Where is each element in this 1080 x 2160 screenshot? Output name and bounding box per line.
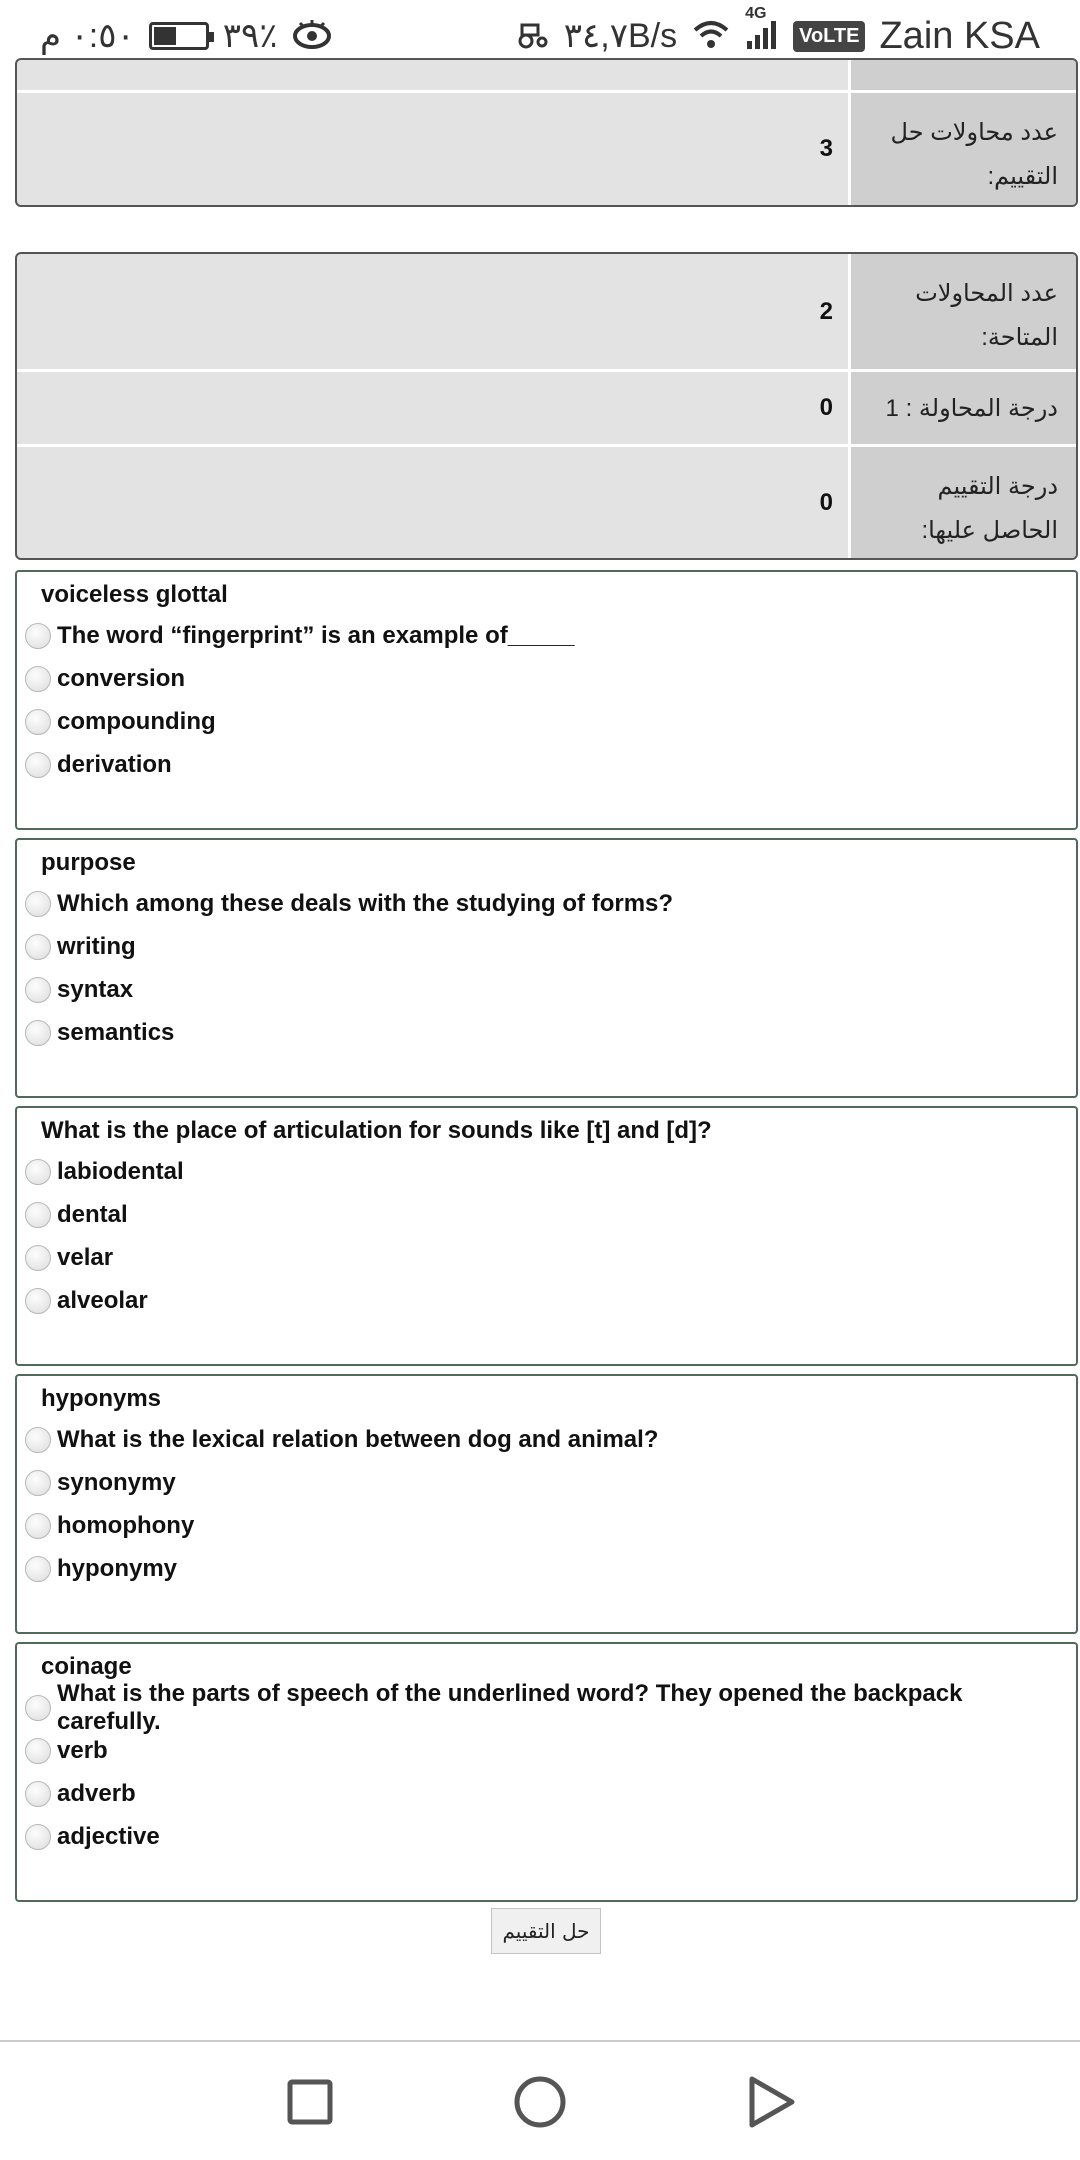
table-row: [17, 369, 1076, 444]
question-card: [15, 1374, 1078, 1634]
answer-option[interactable]: [25, 743, 1068, 786]
status-left: [40, 16, 332, 56]
question-prompt: [25, 882, 1068, 925]
info-label: درجة المحاولة : 1: [848, 372, 1076, 444]
answer-option[interactable]: [25, 1011, 1068, 1054]
option-label: homophony: [57, 1511, 195, 1539]
answer-option[interactable]: [25, 1547, 1068, 1590]
option-label: labiodental: [57, 1157, 184, 1185]
radio-button[interactable]: [25, 891, 51, 917]
carrier-name: Zain KSA: [879, 14, 1040, 57]
radio-button[interactable]: [25, 1695, 51, 1721]
info-value: 0: [819, 489, 833, 516]
option-label: writing: [57, 932, 136, 960]
info-value: 0: [819, 394, 833, 421]
radio-button[interactable]: [25, 1470, 51, 1496]
table-row: [17, 444, 1076, 559]
question-prompt: [25, 1679, 1068, 1735]
clock: ٠:٥٠ م: [40, 17, 135, 55]
option-label: alveolar: [57, 1286, 148, 1314]
recents-icon[interactable]: [280, 2072, 340, 2132]
prompt-text: What is the parts of speech of the underlined word? They opened the backpack carefully.: [57, 1679, 963, 1735]
answer-option[interactable]: [25, 968, 1068, 1011]
table-row-clipped: [17, 60, 1076, 90]
info-label: درجة التقييم الحاصل عليها:: [848, 447, 1076, 559]
table-row: [17, 90, 1076, 205]
option-label: syntax: [57, 975, 134, 1003]
info-value: 3: [819, 135, 833, 162]
prompt-text: The word “fingerprint” is an example of_____: [57, 621, 575, 649]
radio-button[interactable]: [25, 1781, 51, 1807]
back-icon[interactable]: [740, 2072, 800, 2132]
table-row: [17, 254, 1076, 369]
question-prompt: [25, 1418, 1068, 1461]
radio-button[interactable]: [25, 623, 51, 649]
question-card: [15, 838, 1078, 1098]
radio-button[interactable]: [25, 1738, 51, 1764]
answer-option[interactable]: [25, 1815, 1068, 1858]
status-right: [516, 4, 1040, 58]
radio-button[interactable]: [25, 977, 51, 1003]
radio-button[interactable]: [25, 752, 51, 778]
wifi-icon: [691, 18, 731, 55]
option-label: synonymy: [57, 1468, 176, 1496]
volte-badge: VoLTE: [793, 21, 865, 52]
network-speed: ٣٤,٧B/s: [563, 17, 678, 55]
option-label: hyponymy: [57, 1554, 178, 1582]
grades-table: [15, 252, 1078, 560]
question-card: [15, 1642, 1078, 1902]
question-header: coinage: [41, 1653, 132, 1680]
question-prompt: [25, 614, 1068, 657]
battery-percent: ٪٣٩: [222, 17, 278, 55]
answer-option[interactable]: [25, 1772, 1068, 1815]
question-header: voiceless glottal: [41, 581, 228, 608]
radio-button[interactable]: [25, 1513, 51, 1539]
radio-button[interactable]: [25, 666, 51, 692]
question-header: hyponyms: [41, 1385, 162, 1412]
info-label: عدد المحاولات المتاحة:: [848, 254, 1076, 369]
question-card: [15, 570, 1078, 830]
answer-option[interactable]: [25, 1461, 1068, 1504]
submit-assessment-button[interactable]: حل التقييم: [491, 1908, 601, 1954]
radio-button[interactable]: [25, 934, 51, 960]
option-label: derivation: [57, 750, 172, 778]
answer-option[interactable]: [25, 1279, 1068, 1322]
option-label: verb: [57, 1736, 108, 1764]
question-header: purpose: [41, 849, 136, 876]
prompt-text: What is the lexical relation between dog and animal?: [57, 1425, 659, 1453]
eye-icon: [292, 17, 332, 56]
answer-option[interactable]: [25, 657, 1068, 700]
network-type: 4G: [745, 4, 767, 22]
option-label: adjective: [57, 1822, 160, 1850]
radio-button[interactable]: [25, 1824, 51, 1850]
answer-option[interactable]: [25, 1504, 1068, 1547]
answer-option[interactable]: [25, 1236, 1068, 1279]
battery-icon: [149, 22, 209, 50]
question-card: [15, 1106, 1078, 1366]
radio-button[interactable]: [25, 709, 51, 735]
radio-button[interactable]: [25, 1020, 51, 1046]
answer-option[interactable]: [25, 1193, 1068, 1236]
info-label: عدد محاولات حل التقييم:: [848, 93, 1076, 205]
answer-option[interactable]: [25, 700, 1068, 743]
option-label: compounding: [57, 707, 216, 735]
radio-button[interactable]: [25, 1245, 51, 1271]
prompt-text: Which among these deals with the studying of forms?: [57, 889, 674, 917]
answer-option[interactable]: [25, 1150, 1068, 1193]
option-label: adverb: [57, 1779, 136, 1807]
question-header: What is the place of articulation for sounds like [t] and [d]?: [41, 1117, 712, 1144]
radio-button[interactable]: [25, 1288, 51, 1314]
radio-button[interactable]: [25, 1202, 51, 1228]
option-label: conversion: [57, 664, 186, 692]
attempts-table: [15, 58, 1078, 207]
home-icon[interactable]: [510, 2072, 570, 2132]
option-label: velar: [57, 1243, 114, 1271]
radio-button[interactable]: [25, 1159, 51, 1185]
info-value: 2: [819, 297, 833, 325]
tractor-icon: [516, 19, 550, 54]
answer-option[interactable]: [25, 925, 1068, 968]
navigation-bar: [0, 2040, 1080, 2160]
radio-button[interactable]: [25, 1556, 51, 1582]
radio-button[interactable]: [25, 1427, 51, 1453]
signal-icon: [745, 4, 779, 54]
option-label: dental: [57, 1200, 128, 1228]
option-label: semantics: [57, 1018, 175, 1046]
